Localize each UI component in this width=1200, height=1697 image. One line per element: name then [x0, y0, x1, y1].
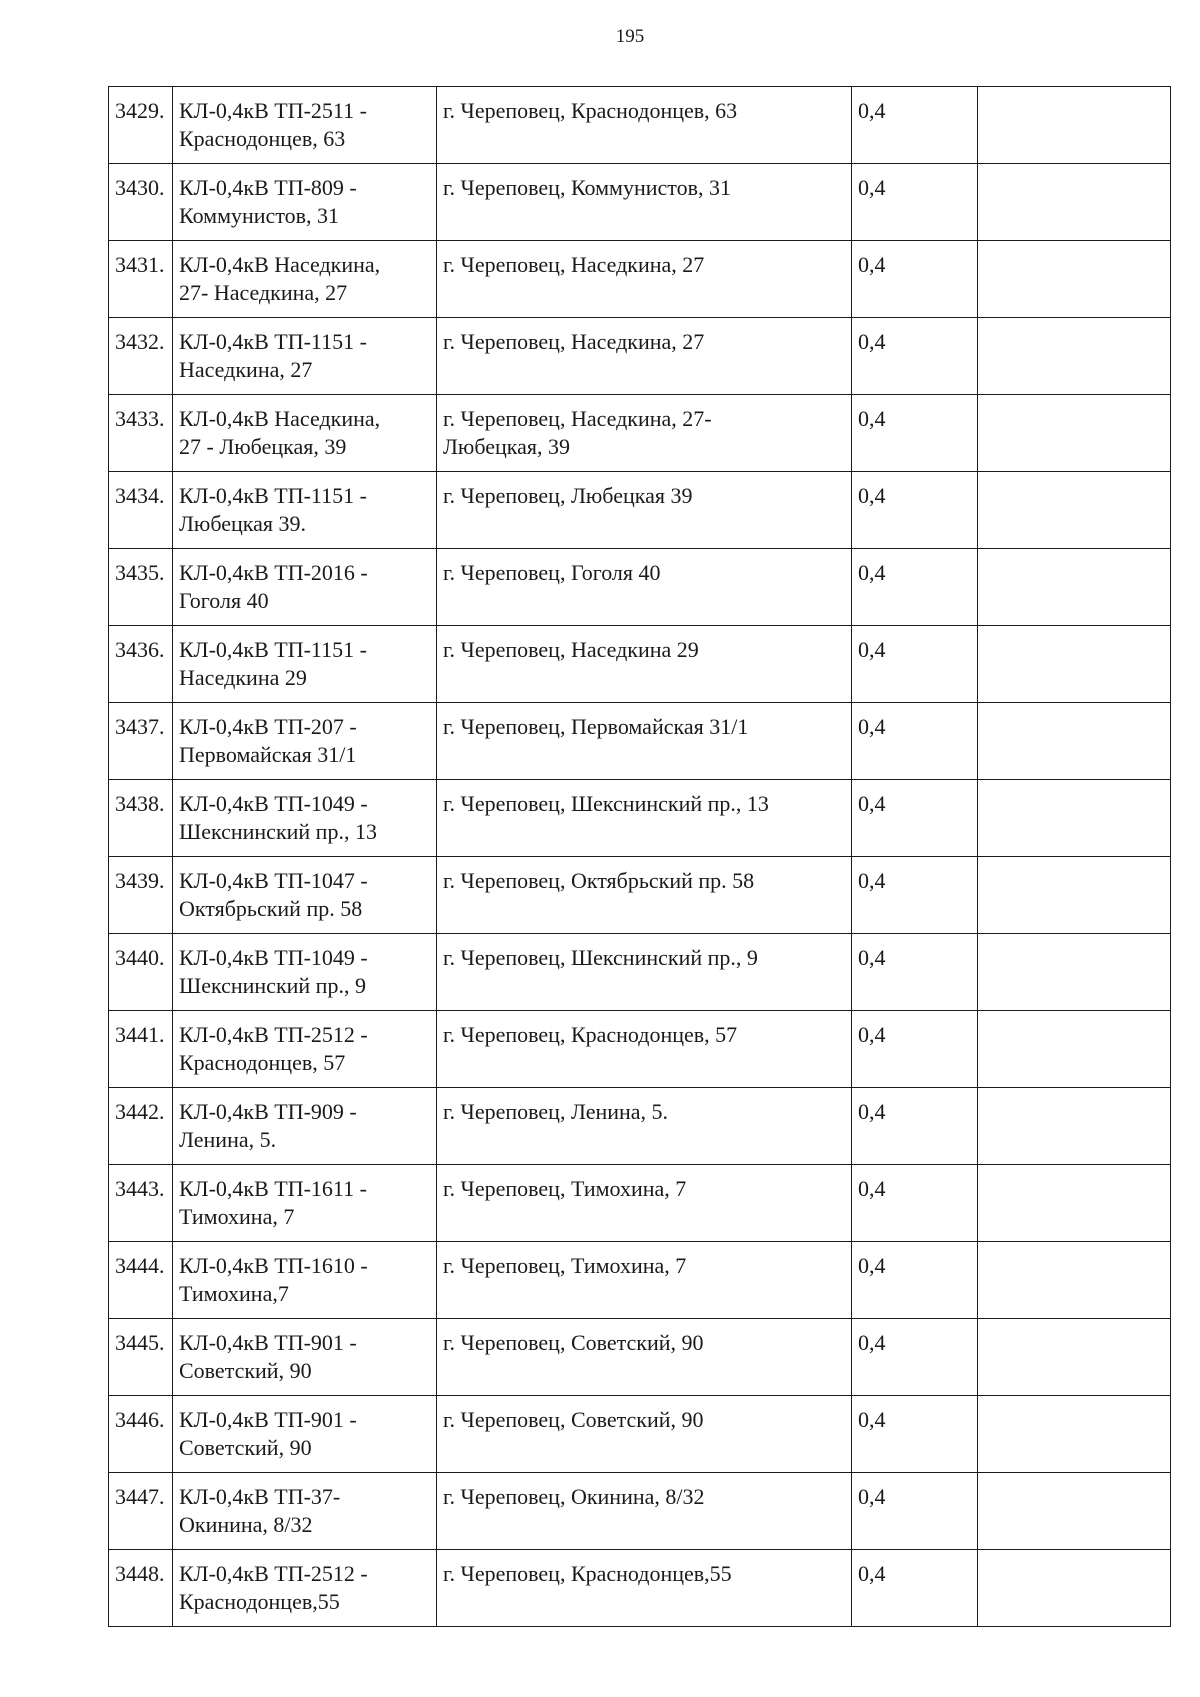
address-cell	[437, 1088, 852, 1165]
row-number: 3435.	[115, 560, 165, 585]
row-number-cell	[109, 857, 173, 934]
line-name-cell	[173, 1242, 437, 1319]
note-cell	[978, 87, 1171, 164]
address-text: г. Череповец, Наседкина, 27	[443, 252, 705, 277]
line-name-text: КЛ-0,4кВ ТП-1151 -	[179, 329, 367, 354]
table-row	[109, 318, 1171, 395]
address-cell	[437, 780, 852, 857]
note-cell	[978, 934, 1171, 1011]
voltage-value: 0,4	[858, 1253, 886, 1278]
voltage-cell	[852, 1473, 978, 1550]
voltage-cell	[852, 1242, 978, 1319]
line-name-text: КЛ-0,4кВ ТП-1611 -	[179, 1176, 367, 1201]
voltage-cell	[852, 164, 978, 241]
row-number: 3448.	[115, 1561, 165, 1586]
line-name-text: Краснодонцев, 57	[179, 1050, 346, 1075]
row-number: 3440.	[115, 945, 165, 970]
table-row	[109, 780, 1171, 857]
note-cell	[978, 1473, 1171, 1550]
line-name-text: Наседкина, 27	[179, 357, 313, 382]
line-name-text: КЛ-0,4кВ Наседкина,	[179, 406, 381, 431]
line-name-text: Ленина, 5.	[179, 1127, 277, 1152]
note-cell	[978, 1396, 1171, 1473]
voltage-value: 0,4	[858, 175, 886, 200]
table-row	[109, 1550, 1171, 1627]
line-name-text: КЛ-0,4кВ ТП-207 -	[179, 714, 357, 739]
table-body	[109, 87, 1171, 1627]
address-cell	[437, 1242, 852, 1319]
line-name-text: Тимохина,7	[179, 1281, 289, 1306]
table-row	[109, 1473, 1171, 1550]
row-number-cell	[109, 1088, 173, 1165]
note-cell	[978, 1319, 1171, 1396]
line-name-cell	[173, 1088, 437, 1165]
line-name-text: Шекснинский пр., 9	[179, 973, 366, 998]
voltage-cell	[852, 1319, 978, 1396]
note-cell	[978, 472, 1171, 549]
address-cell	[437, 549, 852, 626]
line-name-text: Октябрьский пр. 58	[179, 896, 363, 921]
row-number-cell	[109, 164, 173, 241]
voltage-cell	[852, 1550, 978, 1627]
note-cell	[978, 1242, 1171, 1319]
voltage-value: 0,4	[858, 1099, 886, 1124]
address-text: г. Череповец, Тимохина, 7	[443, 1253, 687, 1278]
row-number-cell	[109, 703, 173, 780]
table-row	[109, 1319, 1171, 1396]
address-text: г. Череповец, Тимохина, 7	[443, 1176, 687, 1201]
line-name-cell	[173, 395, 437, 472]
row-number-cell	[109, 1550, 173, 1627]
table-row	[109, 241, 1171, 318]
note-cell	[978, 1088, 1171, 1165]
line-name-text: Краснодонцев, 63	[179, 126, 346, 151]
voltage-cell	[852, 472, 978, 549]
voltage-cell	[852, 1088, 978, 1165]
row-number-cell	[109, 318, 173, 395]
line-name-text: КЛ-0,4кВ ТП-1049 -	[179, 791, 368, 816]
line-name-text: Любецкая 39.	[179, 511, 307, 536]
address-cell	[437, 1473, 852, 1550]
line-name-text: КЛ-0,4кВ ТП-901 -	[179, 1330, 357, 1355]
line-name-text: КЛ-0,4кВ ТП-2511 -	[179, 98, 367, 123]
address-cell	[437, 395, 852, 472]
address-cell	[437, 1011, 852, 1088]
voltage-cell	[852, 857, 978, 934]
registry-table	[108, 86, 1171, 1627]
row-number-cell	[109, 1242, 173, 1319]
voltage-value: 0,4	[858, 1330, 886, 1355]
address-text: г. Череповец, Краснодонцев, 57	[443, 1022, 738, 1047]
line-name-text: КЛ-0,4кВ ТП-909 -	[179, 1099, 357, 1124]
note-cell	[978, 780, 1171, 857]
line-name-cell	[173, 472, 437, 549]
address-text: г. Череповец, Наседкина, 27-	[443, 406, 712, 431]
line-name-text: Тимохина, 7	[179, 1204, 295, 1229]
line-name-cell	[173, 857, 437, 934]
address-text: г. Череповец, Наседкина, 27	[443, 329, 705, 354]
line-name-text: Первомайская 31/1	[179, 742, 357, 767]
note-cell	[978, 395, 1171, 472]
note-cell	[978, 857, 1171, 934]
voltage-value: 0,4	[858, 714, 886, 739]
line-name-text: Окинина, 8/32	[179, 1512, 313, 1537]
table-row	[109, 164, 1171, 241]
row-number-cell	[109, 1396, 173, 1473]
voltage-value: 0,4	[858, 1407, 886, 1432]
row-number: 3445.	[115, 1330, 165, 1355]
address-cell	[437, 87, 852, 164]
table-row	[109, 934, 1171, 1011]
voltage-cell	[852, 780, 978, 857]
note-cell	[978, 1550, 1171, 1627]
table-row	[109, 1011, 1171, 1088]
voltage-cell	[852, 241, 978, 318]
row-number-cell	[109, 626, 173, 703]
table-row	[109, 87, 1171, 164]
row-number-cell	[109, 780, 173, 857]
address-cell	[437, 318, 852, 395]
address-cell	[437, 1396, 852, 1473]
note-cell	[978, 1011, 1171, 1088]
line-name-cell	[173, 1473, 437, 1550]
line-name-cell	[173, 1165, 437, 1242]
row-number: 3438.	[115, 791, 165, 816]
address-cell	[437, 1550, 852, 1627]
address-text: г. Череповец, Краснодонцев, 63	[443, 98, 738, 123]
voltage-cell	[852, 934, 978, 1011]
line-name-cell	[173, 1011, 437, 1088]
voltage-cell	[852, 549, 978, 626]
line-name-cell	[173, 1396, 437, 1473]
line-name-text: Наседкина 29	[179, 665, 307, 690]
row-number-cell	[109, 934, 173, 1011]
table-row	[109, 1396, 1171, 1473]
address-cell	[437, 1165, 852, 1242]
line-name-cell	[173, 780, 437, 857]
line-name-text: КЛ-0,4кВ ТП-2512 -	[179, 1022, 368, 1047]
table-row	[109, 1088, 1171, 1165]
page-number: 195	[615, 26, 645, 47]
voltage-cell	[852, 1396, 978, 1473]
row-number-cell	[109, 549, 173, 626]
line-name-text: КЛ-0,4кВ ТП-1151 -	[179, 483, 367, 508]
line-name-cell	[173, 87, 437, 164]
line-name-cell	[173, 318, 437, 395]
line-name-cell	[173, 164, 437, 241]
voltage-value: 0,4	[858, 406, 886, 431]
line-name-text: КЛ-0,4кВ ТП-37-	[179, 1484, 341, 1509]
table-row	[109, 549, 1171, 626]
line-name-text: КЛ-0,4кВ ТП-809 -	[179, 175, 357, 200]
note-cell	[978, 703, 1171, 780]
line-name-text: Краснодонцев,55	[179, 1589, 340, 1614]
voltage-value: 0,4	[858, 483, 886, 508]
line-name-cell	[173, 934, 437, 1011]
row-number: 3430.	[115, 175, 165, 200]
address-text: г. Череповец, Ленина, 5.	[443, 1099, 669, 1124]
address-text: г. Череповец, Октябрьский пр. 58	[443, 868, 755, 893]
line-name-text: КЛ-0,4кВ ТП-2512 -	[179, 1561, 368, 1586]
row-number: 3443.	[115, 1176, 165, 1201]
row-number: 3434.	[115, 483, 165, 508]
address-text: г. Череповец, Краснодонцев,55	[443, 1561, 732, 1586]
line-name-cell	[173, 626, 437, 703]
table-row	[109, 703, 1171, 780]
address-cell	[437, 857, 852, 934]
table-row	[109, 857, 1171, 934]
voltage-value: 0,4	[858, 252, 886, 277]
row-number: 3437.	[115, 714, 165, 739]
row-number-cell	[109, 472, 173, 549]
address-text: г. Череповец, Окинина, 8/32	[443, 1484, 705, 1509]
note-cell	[978, 318, 1171, 395]
voltage-cell	[852, 1011, 978, 1088]
voltage-cell	[852, 1165, 978, 1242]
address-text: г. Череповец, Любецкая 39	[443, 483, 693, 508]
line-name-text: КЛ-0,4кВ ТП-1049 -	[179, 945, 368, 970]
line-name-text: Шекснинский пр., 13	[179, 819, 377, 844]
row-number: 3431.	[115, 252, 165, 277]
line-name-text: КЛ-0,4кВ ТП-901 -	[179, 1407, 357, 1432]
address-text: г. Череповец, Наседкина 29	[443, 637, 699, 662]
row-number-cell	[109, 241, 173, 318]
row-number: 3447.	[115, 1484, 165, 1509]
voltage-value: 0,4	[858, 329, 886, 354]
line-name-cell	[173, 703, 437, 780]
line-name-cell	[173, 549, 437, 626]
line-name-text: Советский, 90	[179, 1435, 312, 1460]
address-text: г. Череповец, Шекснинский пр., 13	[443, 791, 769, 816]
table-row	[109, 1242, 1171, 1319]
table-row	[109, 395, 1171, 472]
voltage-value: 0,4	[858, 1022, 886, 1047]
line-name-text: КЛ-0,4кВ ТП-1610 -	[179, 1253, 368, 1278]
note-cell	[978, 241, 1171, 318]
voltage-cell	[852, 703, 978, 780]
row-number: 3439.	[115, 868, 165, 893]
row-number-cell	[109, 1011, 173, 1088]
voltage-value: 0,4	[858, 1176, 886, 1201]
line-name-cell	[173, 241, 437, 318]
note-cell	[978, 164, 1171, 241]
address-cell	[437, 703, 852, 780]
address-text: г. Череповец, Первомайская 31/1	[443, 714, 749, 739]
address-text: г. Череповец, Советский, 90	[443, 1407, 704, 1432]
voltage-value: 0,4	[858, 868, 886, 893]
address-cell	[437, 472, 852, 549]
line-name-cell	[173, 1550, 437, 1627]
table-row	[109, 472, 1171, 549]
voltage-cell	[852, 318, 978, 395]
voltage-cell	[852, 395, 978, 472]
line-name-text: Гоголя 40	[179, 588, 269, 613]
line-name-text: Коммунистов, 31	[179, 203, 340, 228]
address-text: г. Череповец, Гоголя 40	[443, 560, 661, 585]
address-text: г. Череповец, Шекснинский пр., 9	[443, 945, 758, 970]
row-number: 3433.	[115, 406, 165, 431]
row-number: 3429.	[115, 98, 165, 123]
voltage-value: 0,4	[858, 560, 886, 585]
row-number: 3432.	[115, 329, 165, 354]
voltage-cell	[852, 626, 978, 703]
line-name-cell	[173, 1319, 437, 1396]
voltage-value: 0,4	[858, 945, 886, 970]
address-cell	[437, 934, 852, 1011]
voltage-value: 0,4	[858, 1484, 886, 1509]
table-row	[109, 626, 1171, 703]
voltage-value: 0,4	[858, 637, 886, 662]
line-name-text: 27- Наседкина, 27	[179, 280, 348, 305]
line-name-text: 27 - Любецкая, 39	[179, 434, 347, 459]
line-name-text: КЛ-0,4кВ ТП-1151 -	[179, 637, 367, 662]
row-number: 3446.	[115, 1407, 165, 1432]
row-number-cell	[109, 1165, 173, 1242]
row-number: 3441.	[115, 1022, 165, 1047]
address-cell	[437, 241, 852, 318]
line-name-text: КЛ-0,4кВ ТП-1047 -	[179, 868, 368, 893]
address-text: г. Череповец, Советский, 90	[443, 1330, 704, 1355]
voltage-value: 0,4	[858, 1561, 886, 1586]
address-cell	[437, 626, 852, 703]
address-text: г. Череповец, Коммунистов, 31	[443, 175, 731, 200]
note-cell	[978, 549, 1171, 626]
row-number: 3444.	[115, 1253, 165, 1278]
line-name-text: КЛ-0,4кВ Наседкина,	[179, 252, 381, 277]
note-cell	[978, 626, 1171, 703]
voltage-value: 0,4	[858, 791, 886, 816]
table-row	[109, 1165, 1171, 1242]
row-number: 3436.	[115, 637, 165, 662]
row-number-cell	[109, 1319, 173, 1396]
row-number-cell	[109, 1473, 173, 1550]
address-cell	[437, 164, 852, 241]
voltage-value: 0,4	[858, 98, 886, 123]
note-cell	[978, 1165, 1171, 1242]
address-cell	[437, 1319, 852, 1396]
row-number-cell	[109, 395, 173, 472]
line-name-text: КЛ-0,4кВ ТП-2016 -	[179, 560, 368, 585]
voltage-cell	[852, 87, 978, 164]
line-name-text: Советский, 90	[179, 1358, 312, 1383]
address-text: Любецкая, 39	[443, 434, 571, 459]
row-number-cell	[109, 87, 173, 164]
row-number: 3442.	[115, 1099, 165, 1124]
